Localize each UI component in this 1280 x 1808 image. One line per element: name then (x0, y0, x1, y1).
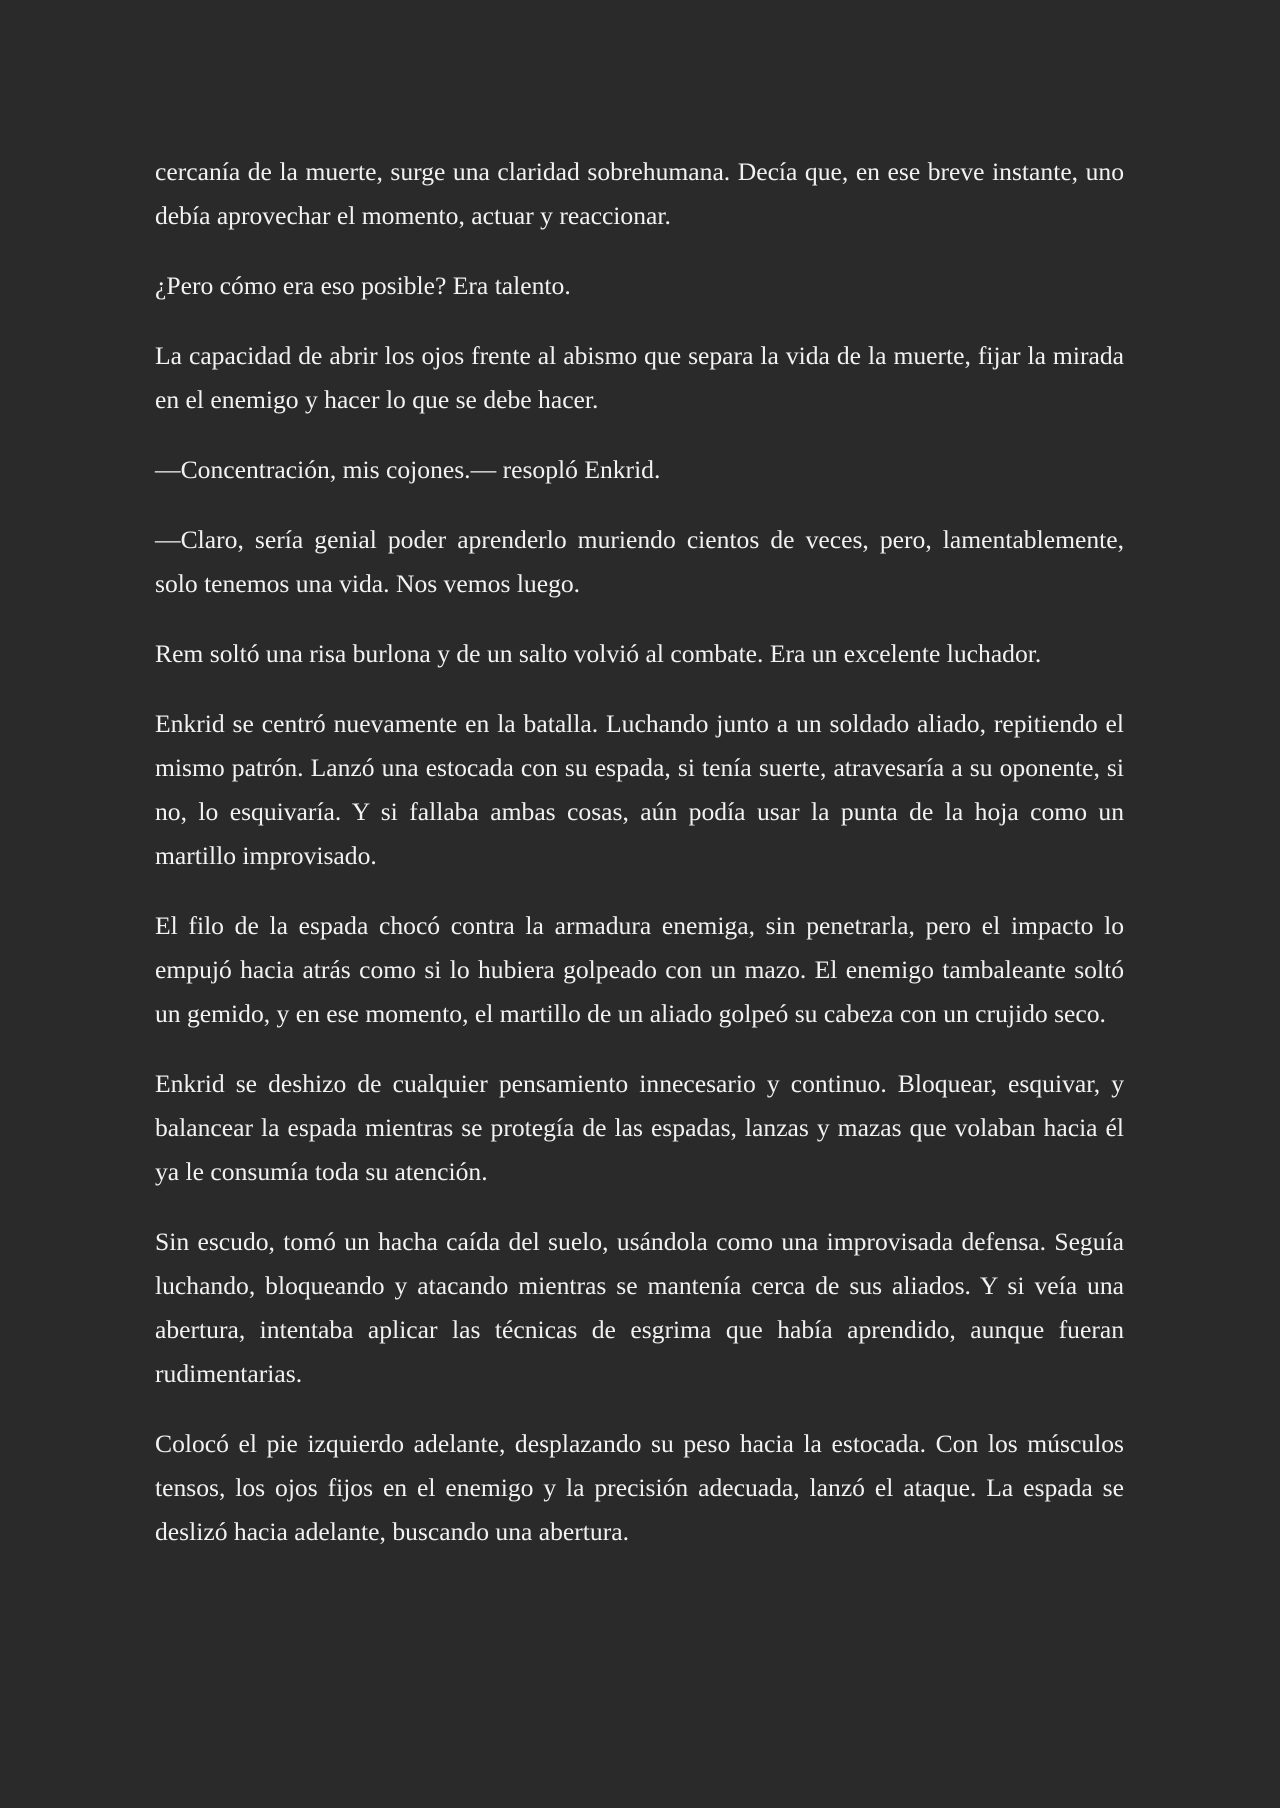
paragraph-7: Enkrid se centró nuevamente en la batalla. Luchando junto a un soldado aliado, repitiendo el mismo patrón. Lanzó una estocada con su espada, si tenía suerte, atravesaría a su oponente, si no, lo esquivaría. Y si fallaba ambas cosas, aún podía usar la punta de la hoja como un martillo improvisado. (155, 709, 1124, 870)
paragraph-6: Rem soltó una risa burlona y de un salto volvió al combate. Era un excelente luchador. (155, 639, 1042, 668)
paragraph-9: Enkrid se deshizo de cualquier pensamiento innecesario y continuo. Bloquear, esquivar, y balancear la espada mientras se protegía de las espadas, lanzas y mazas que volaban hacia él ya le consumía toda su atención. (155, 1069, 1124, 1186)
paragraph-11: Colocó el pie izquierdo adelante, desplazando su peso hacia la estocada. Con los músculos tensos, los ojos fijos en el enemigo y la precisión adecuada, lanzó el ataque. La espada se deslizó hacia adelante, buscando una abertura. (155, 1429, 1124, 1546)
paragraph-8: El filo de la espada chocó contra la armadura enemiga, sin penetrarla, pero el impacto lo empujó hacia atrás como si lo hubiera golpeado con un mazo. El enemigo tambaleante soltó un gemido, y en ese momento, el martillo de un aliado golpeó su cabeza con un crujido seco. (155, 911, 1124, 1028)
paragraph-3: La capacidad de abrir los ojos frente al abismo que separa la vida de la muerte, fijar la mirada en el enemigo y hacer lo que se debe hacer. (155, 341, 1124, 414)
paragraph-10: Sin escudo, tomó un hacha caída del suelo, usándola como una improvisada defensa. Seguía luchando, bloqueando y atacando mientras se mantenía cerca de sus aliados. Y si veía una abertura, intentaba aplicar las técnicas de esgrima que había aprendido, aunque fueran rudimentarias. (155, 1227, 1124, 1388)
paragraph-1: cercanía de la muerte, surge una claridad sobrehumana. Decía que, en ese breve instante, uno debía aprovechar el momento, actuar y reaccionar. (155, 157, 1124, 230)
paragraph-4: —Concentración, mis cojones.— resopló Enkrid. (155, 455, 661, 484)
paragraph-2: ¿Pero cómo era eso posible? Era talento. (155, 271, 571, 300)
paragraph-5: —Claro, sería genial poder aprenderlo muriendo cientos de veces, pero, lamentablemente, solo tenemos una vida. Nos vemos luego. (155, 525, 1124, 598)
